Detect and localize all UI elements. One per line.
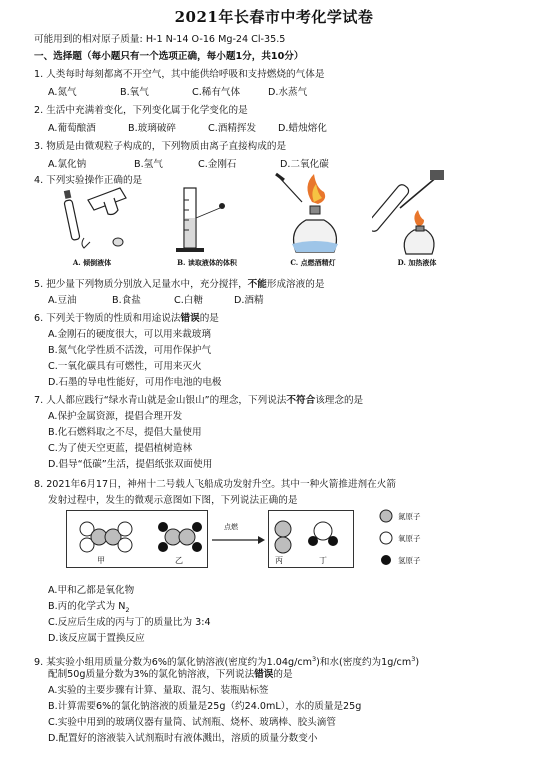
q1-option-a: A.氮气 (48, 87, 77, 98)
q7-option-c: C.为了使天空更蓝，提倡植树造林 (48, 443, 193, 454)
q9-stem2-pre: 配制50g质量分数为3%的氯化钠溶液，下列说法 (48, 669, 255, 680)
q3-option-d: D.二氧化碳 (280, 159, 329, 170)
products-box (268, 510, 354, 568)
q8-option-b (48, 600, 130, 617)
label-bing: 丙 (275, 556, 283, 565)
q8-stem-line1: 8. 2021年6月17日，神州十二号载人飞船成功发射升空。其中一种火箭推进剂在火箭 (34, 479, 396, 490)
q2-option-c: C.酒精挥发 (208, 123, 257, 134)
q1-option-c: C.稀有气体 (192, 87, 241, 98)
pouring-liquid-figure (48, 180, 138, 258)
section-heading: 一、选择题（每小题只有一个选项正确，每小题1分，共10分） (34, 51, 304, 62)
q7-stem-post: 该理念的是 (315, 395, 364, 406)
q5-option-b: B.食盐 (112, 295, 141, 306)
q9-stem2-bold: 错误 (254, 669, 274, 680)
atomic-masses: 可能用到的相对原子质量: H-1 N-14 O-16 Mg-24 Cl-35.5 (34, 34, 286, 45)
q9-option-d: D.配置好的溶液装入试剂瓶时有液体溅出，溶质的质量分数变小 (48, 733, 318, 744)
q5-stem-bold: 不能 (247, 279, 267, 290)
q7-stem-pre: 7. 人人都应践行“绿水青山就是金山银山”的理念，下列说法 (34, 395, 287, 406)
q6-stem (34, 312, 219, 326)
label-ding: 丁 (319, 556, 327, 565)
q9-stem1-mid: )和水(密度约为1g/cm (316, 657, 412, 669)
q5-option-c: C.白糖 (174, 295, 203, 306)
q2-option-a: A.葡萄酿酒 (48, 123, 96, 134)
q9-sup-2: 3 (411, 655, 416, 663)
q2-option-d: D.蜡烛熔化 (278, 123, 327, 134)
q8-option-b-text: B.丙的化学式为 N (48, 601, 126, 612)
alcohol-lamp-figure (272, 172, 358, 258)
graduated-cylinder-figure (170, 180, 240, 258)
q1-option-d: D.水蒸气 (268, 87, 308, 98)
q8-option-a: A.甲和乙都是氧化物 (48, 585, 135, 596)
reactants-box (66, 510, 208, 568)
q7-option-b: B.化石燃料取之不尽，提倡大量使用 (48, 427, 202, 438)
q6-option-a: A.金刚石的硬度很大，可以用来裁玻璃 (48, 329, 211, 340)
q5-option-d: D.酒精 (234, 295, 264, 306)
label-jia: 甲 (97, 556, 105, 565)
q7-stem-bold: 不符合 (286, 395, 316, 406)
q9-stem1-post: ) (415, 657, 420, 669)
q4-caption-c: C. 点燃酒精灯 (290, 258, 336, 267)
heating-liquid-figure (372, 168, 462, 258)
reactant-molecules (67, 511, 207, 567)
label-yi: 乙 (175, 556, 183, 565)
q5-stem (34, 278, 324, 292)
q3-option-c: C.金刚石 (198, 159, 237, 170)
q7-stem (34, 394, 363, 408)
q1-option-b: B.氧气 (120, 87, 149, 98)
q3-stem: 3. 物质是由微观粒子构成的，下列物质由离子直接构成的是 (34, 141, 287, 152)
q4-stem: 4. 下列实验操作正确的是 (34, 175, 143, 186)
q8-option-b-subscript: 2 (125, 605, 130, 614)
q9-option-c: C.实验中用到的玻璃仪器有量筒、试剂瓶、烧杯、玻璃棒、胶头滴管 (48, 717, 336, 728)
q9-option-b: B.计算需要6%的氯化钠溶液的质量是25g（约24.0mL），水的质量是25g (48, 701, 362, 712)
q9-stem-line2 (48, 668, 293, 682)
q5-stem-pre: 5. 把少量下列物质分别放入足量水中，充分搅拌， (34, 279, 248, 290)
q4-caption-a: A. 倾倒液体 (72, 258, 112, 267)
q6-option-c: C.一氧化碳具有可燃性，可用来灭火 (48, 361, 202, 372)
q8-stem-line2: 发射过程中，发生的微观示意图如下图，下列说法正确的是 (48, 495, 298, 506)
atom-legend-symbols (378, 508, 394, 568)
q6-stem-post: 的是 (199, 313, 219, 324)
legend-hydrogen: 氢原子 (398, 556, 421, 565)
arrow-label: 点燃 (224, 523, 238, 531)
q5-stem-post: 形成溶液的是 (266, 279, 325, 290)
q5-option-a: A.豆油 (48, 295, 77, 306)
q6-option-b: B.氮气化学性质不活泼，可用作保护气 (48, 345, 212, 356)
q6-stem-pre: 6. 下列关于物质的性质和用途说法 (34, 313, 181, 324)
q9-option-a: A.实验的主要步骤有计算、量取、混匀、装瓶贴标签 (48, 685, 269, 696)
q4-caption-b: B. 读取液体的体积 (177, 258, 237, 267)
q7-option-d: D.倡导“低碳”生活，提倡纸张双面使用 (48, 459, 213, 470)
q1-stem: 1. 人类每时每刻都离不开空气，其中能供给呼吸和支持燃烧的气体是 (34, 69, 325, 80)
q9-stem2-post: 的是 (273, 669, 293, 680)
q2-stem: 2. 生活中充满着变化，下列变化属于化学变化的是 (34, 105, 248, 116)
q6-option-d: D.石墨的导电性能好，可用作电池的电极 (48, 377, 222, 388)
q7-option-a: A.保护金属资源，提倡合理开发 (48, 411, 183, 422)
q8-option-c: C.反应后生成的丙与丁的质量比为 3:4 (48, 617, 211, 628)
page-title: 2021年长春市中考化学试卷 (174, 8, 374, 26)
q3-option-a: A.氯化钠 (48, 159, 87, 170)
q2-option-b: B.玻璃破碎 (128, 123, 177, 134)
reaction-arrow (210, 530, 266, 546)
legend-oxygen: 氧原子 (398, 534, 421, 543)
q4-caption-d: D. 加热液体 (397, 258, 437, 267)
q9-sup-1: 3 (311, 655, 317, 663)
q9-stem1-pre: 9. 某实验小组用质量分数为6%的氯化钠溶液(密度约为1.04g/cm (34, 657, 312, 669)
q8-option-d: D.该反应属于置换反应 (48, 633, 145, 644)
q3-option-b: B.氢气 (134, 159, 163, 170)
q6-stem-bold: 错误 (180, 313, 200, 324)
legend-nitrogen: 氮原子 (398, 512, 421, 521)
